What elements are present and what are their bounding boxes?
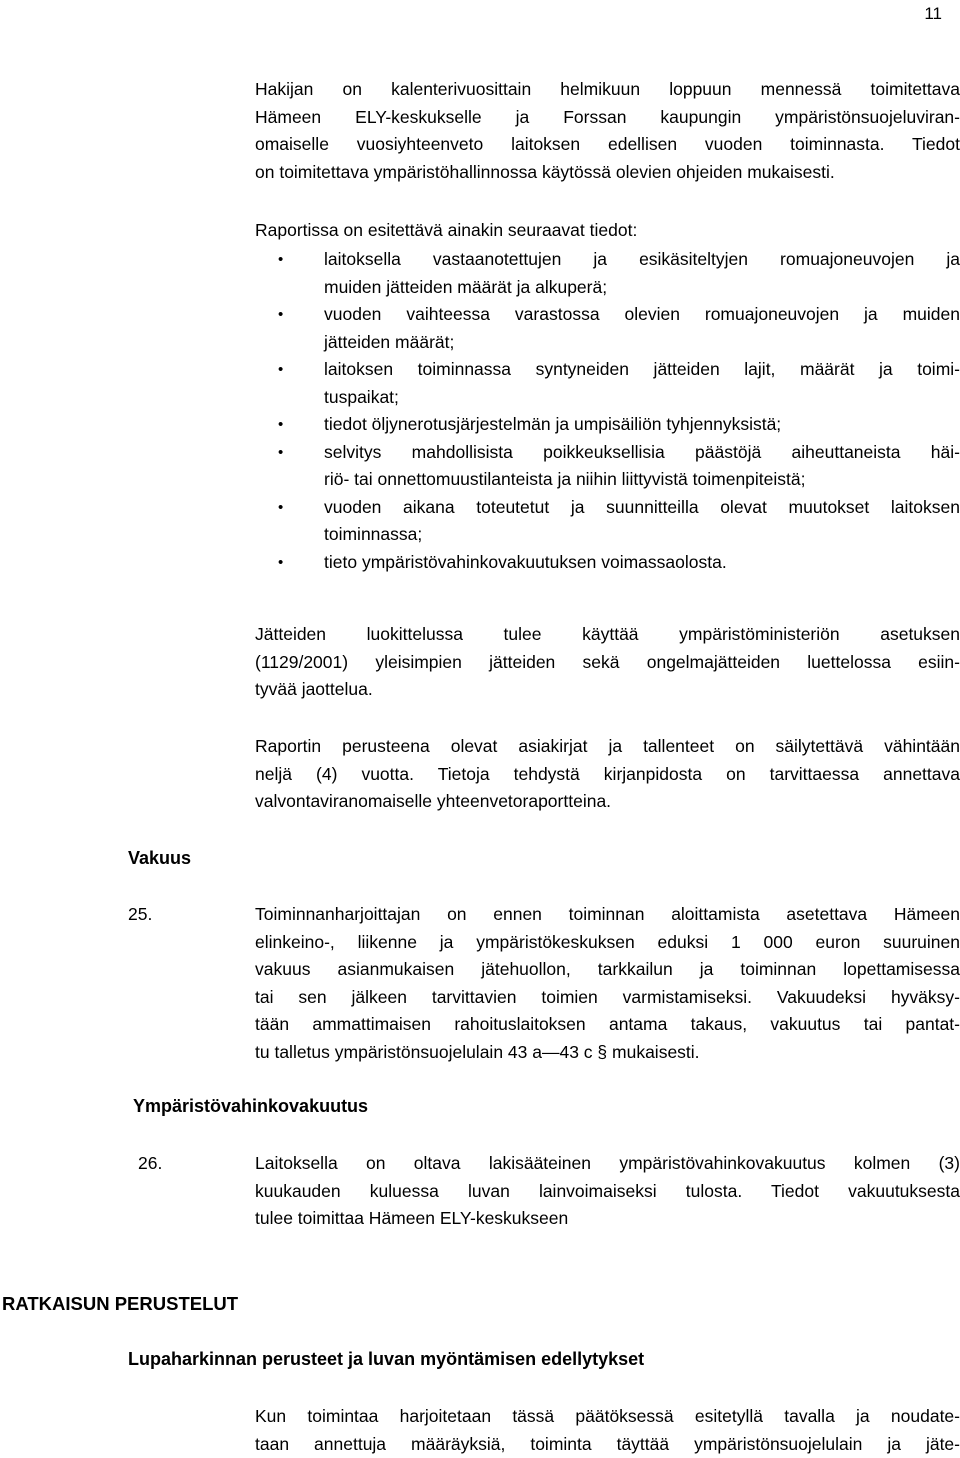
condition-number-26: 26. (138, 1150, 162, 1178)
bullet-icon: • (278, 549, 283, 577)
text-line: taan annettuja määräyksiä, toiminta täyttää ympäristönsuojelulain ja jäte- (255, 1431, 960, 1458)
bullet-icon: • (278, 411, 283, 439)
text-line: Raportin perusteena olevat asiakirjat ja tallenteet on säilytettävä vähintään (255, 733, 960, 761)
report-requirements-list (255, 246, 960, 576)
insurance-paragraph (255, 1150, 960, 1233)
waste-classification-paragraph (255, 621, 960, 704)
text-line: riö- tai onnettomuustilanteista ja niihin liittyvistä toimenpiteistä; (324, 466, 960, 494)
text-line: selvitys mahdollisista poikkeuksellisia päästöjä aiheuttaneista häi- (324, 439, 960, 467)
text-line: Hämeen ELY-keskukselle ja Forssan kaupungin ympäristönsuojeluviran- (255, 104, 960, 132)
text-line: laitoksen toiminnassa syntyneiden jätteiden lajit, määrät ja toimi- (324, 356, 960, 384)
vakuus-paragraph (255, 901, 960, 1066)
text-line: muiden jätteiden määrät ja alkuperä; (324, 274, 960, 302)
list-item (255, 356, 960, 411)
text-line: tieto ympäristövahinkovakuutuksen voimassaolosta. (324, 549, 960, 577)
text-line: tulee toimittaa Hämeen ELY-keskukseen (255, 1205, 960, 1233)
text-line: on toimitettava ympäristöhallinnossa käytössä olevien ohjeiden mukaisesti. (255, 159, 960, 187)
text-line: elinkeino-, liikenne ja ympäristökeskuksen eduksi 1 000 euron suuruinen (255, 929, 960, 957)
closing-paragraph (255, 1403, 960, 1458)
text-line: laitoksella vastaanotettujen ja esikäsiteltyjen romuajoneuvojen ja (324, 246, 960, 274)
text-line: Hakijan on kalenterivuosittain helmikuun loppuun mennessä toimitettava (255, 76, 960, 104)
list-item (255, 301, 960, 356)
report-intro: Raportissa on esitettävä ainakin seuraavat tiedot: (255, 217, 960, 245)
text-line: tuspaikat; (324, 384, 960, 412)
text-line: tai sen jälkeen tarvittavien toimien varmistamiseksi. Vakuudeksi hyväksy- (255, 984, 960, 1012)
text-line: vuoden aikana toteutetut ja suunnitteilla olevat muutokset laitoksen (324, 494, 960, 522)
list-item (255, 439, 960, 494)
text-line: toiminnassa; (324, 521, 960, 549)
bullet-icon: • (278, 356, 283, 384)
text-line: tyvää jaottelua. (255, 676, 960, 704)
list-item (255, 494, 960, 549)
text-line: Toiminnanharjoittajan on ennen toiminnan aloittamista asetettava Hämeen (255, 901, 960, 929)
text-line: tu talletus ympäristönsuojelulain 43 a—43 c § mukaisesti. (255, 1039, 960, 1067)
text-line: vuoden vaihteessa varastossa olevien romuajoneuvojen ja muiden (324, 301, 960, 329)
text-line: kuukauden kuluessa luvan lainvoimaiseksi tulosta. Tiedot vakuutuksesta (255, 1178, 960, 1206)
text-line: jätteiden määrät; (324, 329, 960, 357)
text-line: vakuus asianmukaisen jätehuollon, tarkkailun ja toiminnan lopettamisessa (255, 956, 960, 984)
insurance-heading: Ympäristövahinkovakuutus (133, 1093, 368, 1121)
condition-number-25: 25. (128, 901, 152, 929)
text-line: omaiselle vuosiyhteenveto laitoksen edellisen vuoden toiminnasta. Tiedot (255, 131, 960, 159)
text-line: tiedot öljynerotusjärjestelmän ja umpisäiliön tyhjennyksistä; (324, 411, 960, 439)
bullet-icon: • (278, 439, 283, 467)
text-line: tään ammattimaisen rahoituslaitoksen antama takaus, vakuutus tai pantat- (255, 1011, 960, 1039)
vakuus-heading: Vakuus (128, 845, 191, 873)
records-retention-paragraph (255, 733, 960, 816)
list-item (255, 411, 960, 439)
bullet-icon: • (278, 301, 283, 329)
text-line: Jätteiden luokittelussa tulee käyttää ympäristöministeriön asetuksen (255, 621, 960, 649)
list-item (255, 549, 960, 577)
page-number: 11 (924, 0, 942, 28)
list-item (255, 246, 960, 301)
intro-paragraph (255, 76, 960, 186)
text-line: Laitoksella on oltava lakisääteinen ympäristövahinkovakuutus kolmen (3) (255, 1150, 960, 1178)
text-line: Kun toimintaa harjoitetaan tässä päätöksessä esitetyllä tavalla ja noudate- (255, 1403, 960, 1431)
ratkaisun-perustelut-heading: RATKAISUN PERUSTELUT (2, 1290, 238, 1318)
text-line: neljä (4) vuotta. Tietoja tehdystä kirjanpidosta on tarvittaessa annettava (255, 761, 960, 789)
bullet-icon: • (278, 246, 283, 274)
text-line: valvontaviranomaiselle yhteenvetoraportteina. (255, 788, 960, 816)
bullet-icon: • (278, 494, 283, 522)
lupaharkinta-subheading: Lupaharkinnan perusteet ja luvan myöntämisen edellytykset (128, 1346, 644, 1374)
text-line: (1129/2001) yleisimpien jätteiden sekä ongelmajätteiden luettelossa esiin- (255, 649, 960, 677)
